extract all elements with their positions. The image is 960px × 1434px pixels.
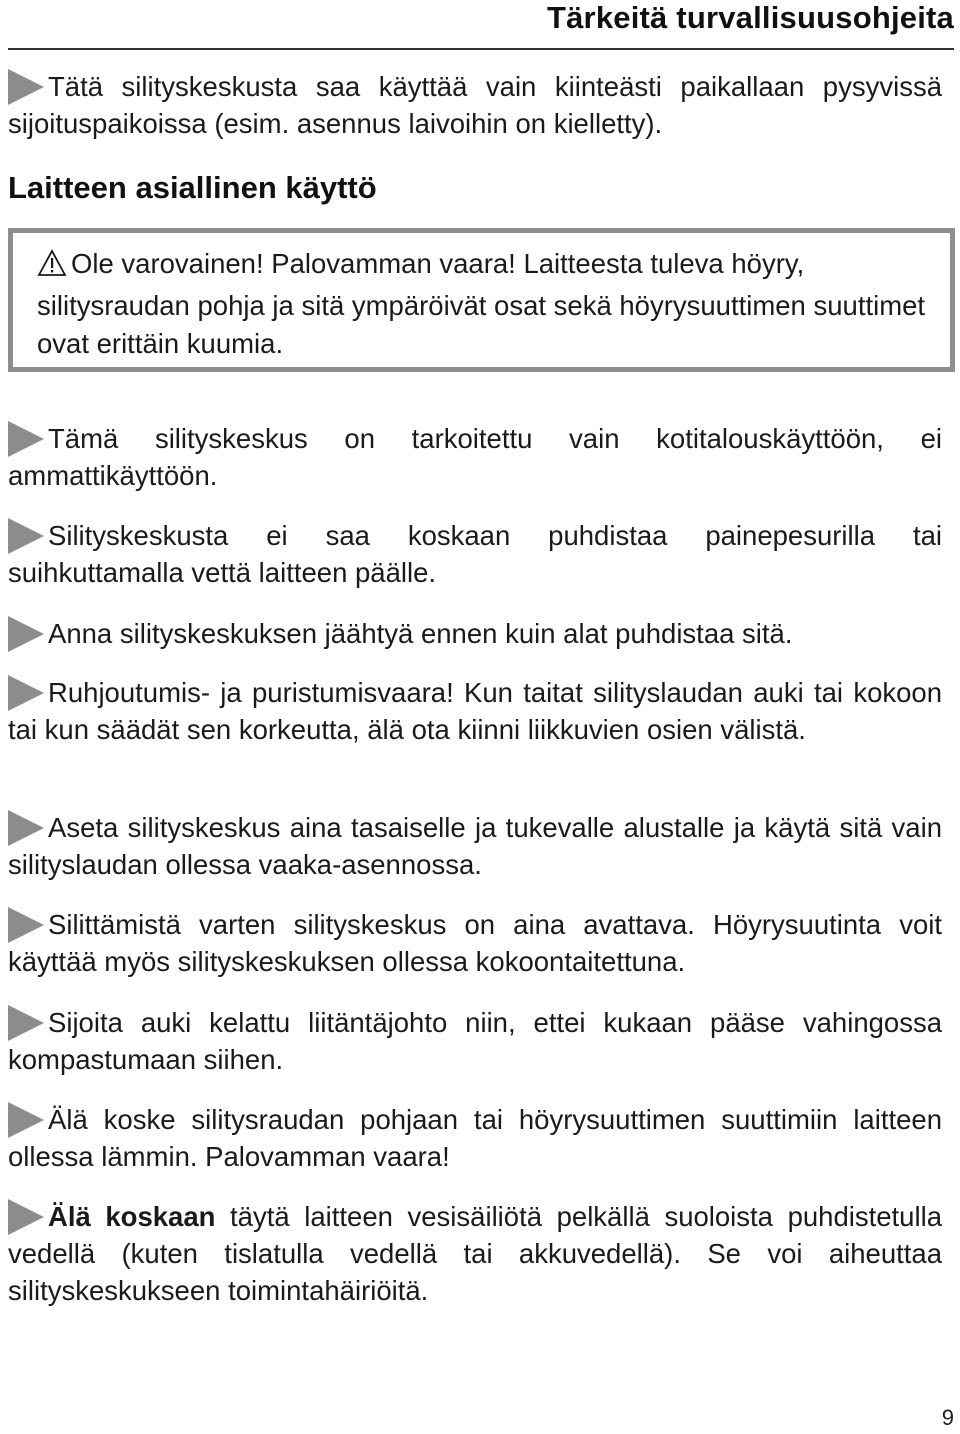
bullet-item	[8, 674, 942, 748]
bullet-item	[8, 809, 942, 883]
triangle-bullet-icon	[8, 421, 44, 457]
header-divider	[8, 48, 954, 50]
intro-bullet	[8, 68, 942, 142]
bullet-item	[8, 420, 942, 494]
bullet-item	[8, 906, 942, 980]
warning-box	[8, 228, 955, 372]
bullet-text: Aseta silityskeskus aina tasaiselle ja tukevalle alustalle ja käytä sitä vain silityslaudan ollessa vaaka-asennossa.	[8, 812, 942, 880]
bullet-text: Anna silityskeskuksen jäähtyä ennen kuin alat puhdistaa sitä.	[48, 618, 793, 649]
triangle-bullet-icon	[8, 518, 44, 554]
bullet-text: Silityskeskusta ei saa koskaan puhdistaa painepesurilla tai suihkuttamalla vettä laitteen päälle.	[8, 520, 942, 588]
section-heading: Laitteen asiallinen käyttö	[8, 170, 377, 205]
warning-text: Ole varovainen! Palovamman vaara! Laitteesta tuleva höyry, silitysraudan pohja ja sitä ympäröivät osat sekä höyrysuuttimen suuttimet ovat erittäin kuumia.	[37, 248, 926, 359]
bullet-bold-lead: Älä koskaan	[48, 1201, 216, 1232]
triangle-bullet-icon	[8, 1005, 44, 1041]
bullet-item	[8, 1004, 942, 1078]
bullet-item	[8, 1101, 942, 1175]
warning-text-block	[37, 245, 936, 363]
triangle-bullet-icon	[8, 675, 44, 711]
triangle-bullet-icon	[8, 69, 44, 105]
triangle-bullet-icon	[8, 1102, 44, 1138]
warning-triangle-icon	[37, 249, 67, 287]
bullet-item	[8, 615, 942, 652]
page-title: Tärkeitä turvallisuusohjeita	[546, 0, 954, 35]
triangle-bullet-icon	[8, 810, 44, 846]
bullet-text: täytä laitteen vesisäiliötä pelkällä suoloista puhdistetulla vedellä (kuten tislatulla vedellä tai akkuvedellä). Se voi aiheuttaa silityskeskukseen toimintahäiriöitä.	[8, 1201, 942, 1306]
bullet-text: Ruhjoutumis- ja puristumisvaara! Kun taitat silityslaudan auki tai kokoon tai kun säädät sen korkeutta, älä ota kiinni liikkuvien osien välistä.	[8, 677, 942, 745]
bullet-item-last	[8, 1198, 942, 1309]
bullet-text: Sijoita auki kelattu liitäntäjohto niin, ettei kukaan pääse vahingossa kompastumaan siihen.	[8, 1007, 942, 1075]
bullet-text: Tämä silityskeskus on tarkoitettu vain kotitalouskäyttöön, ei ammattikäyttöön.	[8, 423, 942, 491]
bullet-text: Älä koske silitysraudan pohjaan tai höyrysuuttimen suuttimiin laitteen ollessa lämmin. Palovamman vaara!	[8, 1104, 942, 1172]
bullet-item	[8, 517, 942, 591]
triangle-bullet-icon	[8, 907, 44, 943]
page-number: 9	[941, 1405, 954, 1430]
triangle-bullet-icon	[8, 616, 44, 652]
intro-bullet-text: Tätä silityskeskusta saa käyttää vain kiinteästi paikallaan pysyvissä sijoituspaikoissa (esim. asennus laivoihin on kielletty).	[8, 71, 942, 139]
triangle-bullet-icon	[8, 1199, 44, 1235]
bullet-text: Silittämistä varten silityskeskus on aina avattava. Höyrysuutinta voit käyttää myös silityskeskuksen ollessa kokoontaitettuna.	[8, 909, 942, 977]
